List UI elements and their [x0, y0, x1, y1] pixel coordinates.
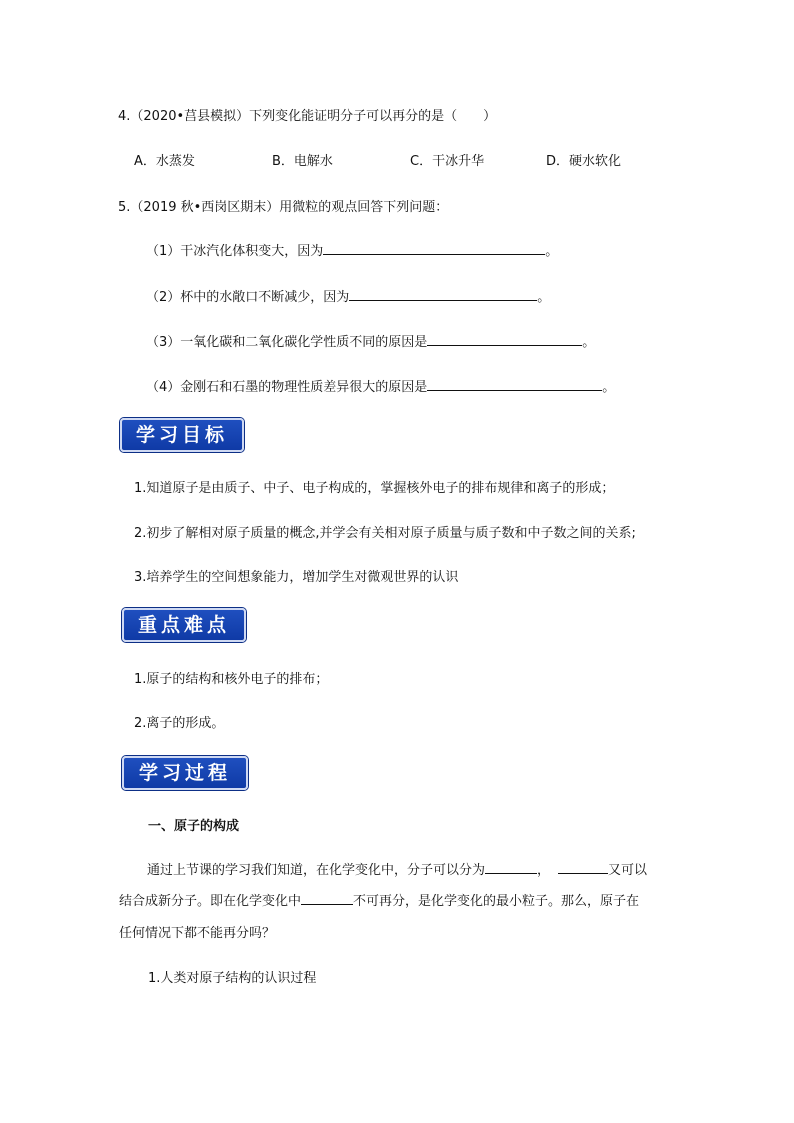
goal-item-1: 1.知道原子是由质子、中子、电子构成的，掌握核外电子的排布规律和离子的形成；	[134, 481, 615, 496]
paragraph-text: 又可以	[608, 863, 648, 878]
option-b: B．电解水	[272, 154, 333, 169]
goal-item-3: 3.培养学生的空间想象能力，增加学生对微观世界的认识	[134, 570, 459, 585]
period: 。	[537, 290, 551, 305]
section-title-key-points: 重点难点	[122, 608, 246, 642]
question-5-stem: 5.（2019 秋•西岗区期末）用微粒的观点回答下列问题：	[118, 200, 449, 215]
q5-item-3-text: （3）一氧化碳和二氧化碳化学性质不同的原因是	[146, 335, 428, 350]
key-point-1: 1.原子的结构和核外电子的排布；	[134, 672, 329, 687]
sub-item-1: 1.人类对原子结构的认识过程	[148, 971, 317, 986]
answer-blank[interactable]	[427, 378, 602, 391]
paragraph-text: 通过上节课的学习我们知道，在化学变化中，分子可以分为	[147, 863, 486, 878]
option-d: D．硬水软化	[546, 154, 622, 169]
q5-item-1	[146, 240, 558, 259]
answer-blank[interactable]	[558, 861, 608, 874]
question-4-stem: 4.（2020•莒县模拟）下列变化能证明分子可以再分的是（ ）	[118, 109, 497, 124]
q5-item-2-text: （2）杯中的水敞口不断减少，因为	[146, 290, 350, 305]
q5-item-1-text: （1）干冰汽化体积变大，因为	[146, 244, 324, 259]
q5-item-3	[146, 331, 595, 350]
section-title-process: 学习过程	[122, 756, 248, 790]
paragraph-text: ，	[537, 863, 551, 878]
goal-item-2: 2.初步了解相对原子质量的概念,并学会有关相对原子质量与质子数和中子数之间的关系;	[134, 526, 636, 541]
paragraph-line-3: 任何情况下都不能再分吗？	[119, 926, 276, 941]
q5-item-4-text: （4）金刚石和石墨的物理性质差异很大的原因是	[146, 380, 428, 395]
answer-blank[interactable]	[427, 333, 582, 346]
paragraph-text: 结合成新分子。即在化学变化中	[119, 894, 302, 909]
answer-blank[interactable]	[323, 242, 545, 255]
option-a: A．水蒸发	[134, 154, 195, 169]
period: 。	[545, 244, 559, 259]
period: 。	[582, 335, 596, 350]
answer-blank[interactable]	[485, 861, 537, 874]
section-title-goals: 学习目标	[120, 418, 244, 452]
option-c: C．干冰升华	[410, 154, 485, 169]
paragraph-text: 不可再分，是化学变化的最小粒子。那么，原子在	[353, 894, 640, 909]
answer-blank[interactable]	[349, 288, 537, 301]
paragraph-line-1	[147, 859, 647, 878]
key-point-2: 2.离子的形成。	[134, 716, 225, 731]
period: 。	[602, 380, 616, 395]
q5-item-4	[146, 376, 615, 395]
subheading-atom-structure: 一、原子的构成	[148, 819, 240, 834]
answer-blank[interactable]	[301, 892, 353, 905]
paragraph-line-2	[119, 890, 639, 909]
q5-item-2	[146, 286, 550, 305]
